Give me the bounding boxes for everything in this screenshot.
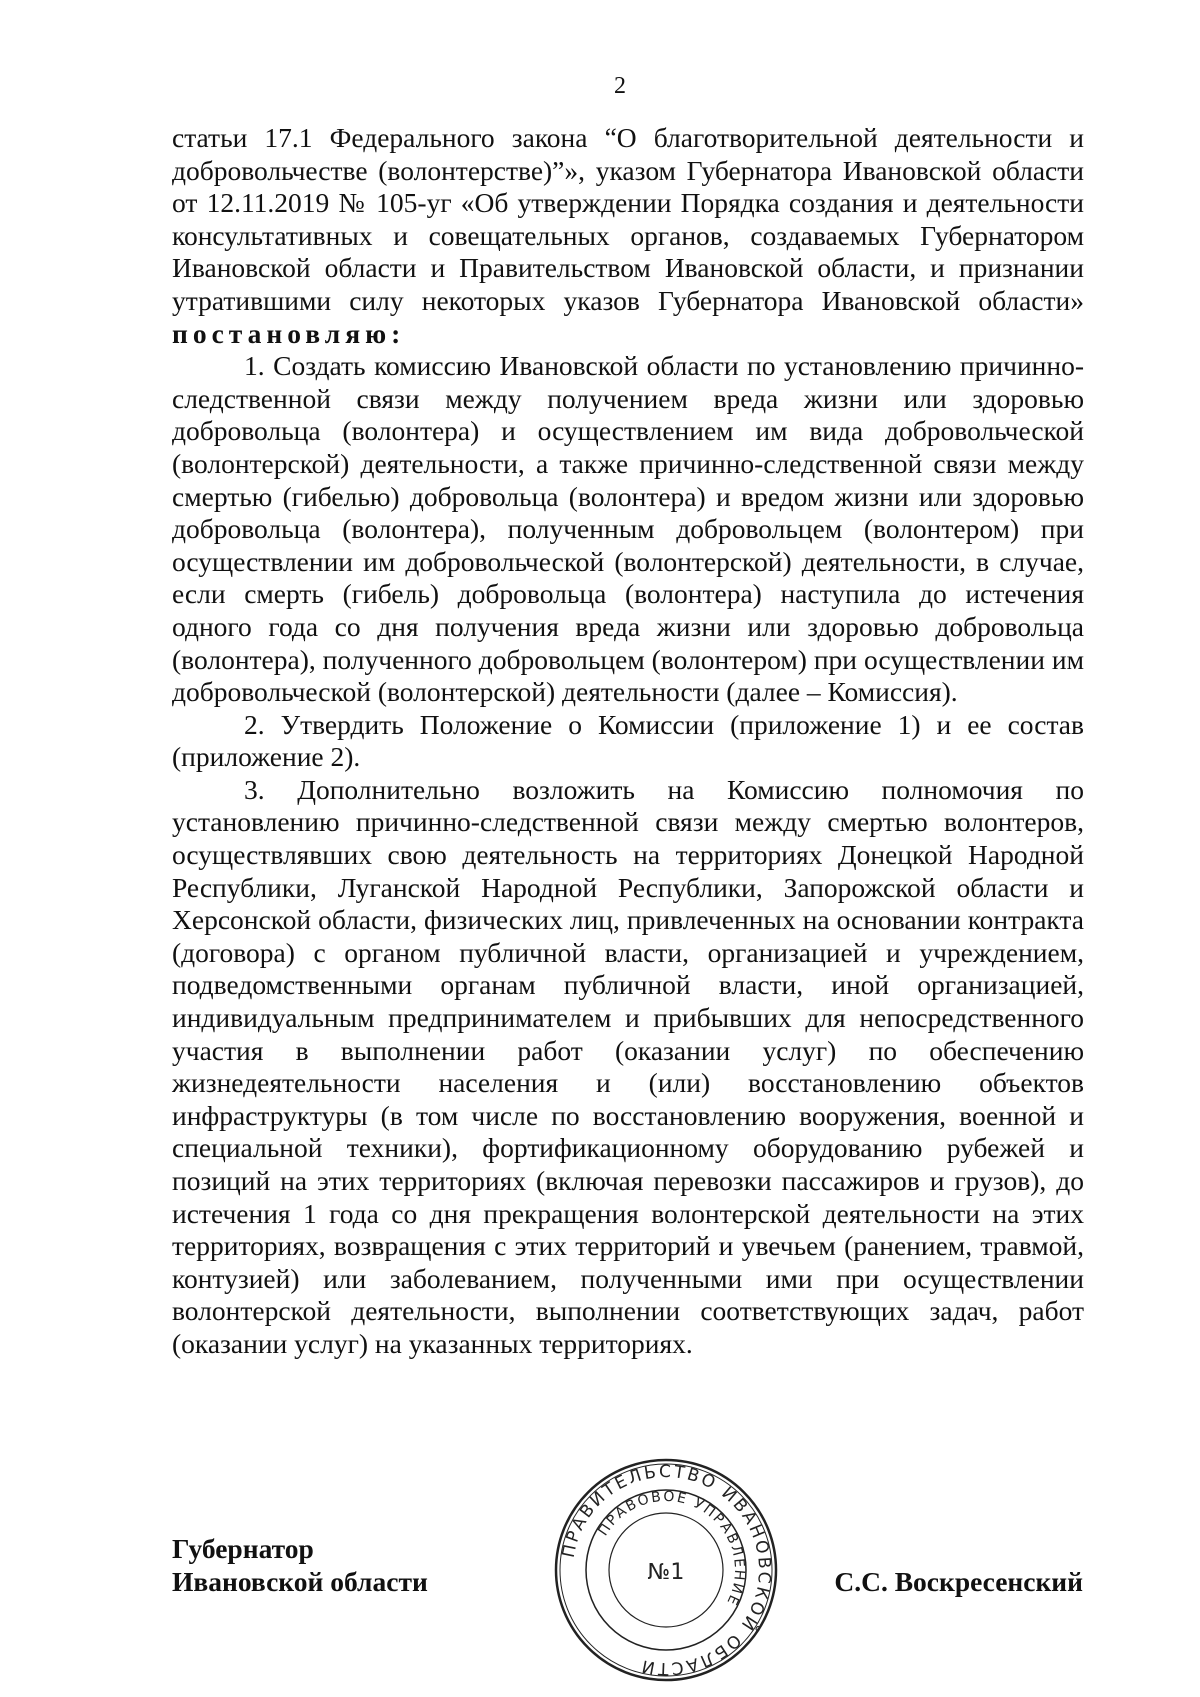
page-number: 2 bbox=[614, 73, 626, 99]
stamp-inner-text: ПРАВОВОЕ УПРАВЛЕНИЕ bbox=[595, 1488, 748, 1609]
stamp-outer-text: ПРАВИТЕЛЬСТВО ИВАНОВСКОЙ ОБЛАСТИ bbox=[558, 1461, 775, 1679]
official-stamp bbox=[553, 1457, 779, 1683]
signatory-title-line2: Ивановской области bbox=[172, 1566, 428, 1597]
document-body bbox=[172, 122, 1084, 1361]
intro-text: статьи 17.1 Федерального закона “О благотворительной деятельности и добровольчестве (волонтерстве)”», указом Губернатора Ивановской области от 12.11.2019 № 105-уг «Об утверждении Порядка создания и деятельности консультативных и совещательных органов, создаваемых Губернатором Ивановской области и Правительством Ивановской области, и признании утратившими силу некоторых указов Губернатора Ивановской области» bbox=[172, 122, 1084, 316]
resolution-item-1: 1. Создать комиссию Ивановской области по установлению причинно-следственной связи между получением вреда жизни или здоровью добровольца (волонтера) и осуществлением им вида добровольческой (волонтерской) деятельности, а также причинно-следственной связи между смертью (гибелью) добровольца (волонтера) и вредом жизни или здоровью добровольца (волонтера), полученным добровольцем (волонтером) при осуществлении им добровольческой (волонтерской) деятельности, в случае, если смерть (гибель) добровольца (волонтера) наступила до истечения одного года со дня получения вреда жизни или здоровью добровольца (волонтера), полученного добровольцем (волонтером) при осуществлении им добровольческой (волонтерской) деятельности (далее – Комиссия). bbox=[172, 350, 1084, 708]
intro-paragraph bbox=[172, 122, 1084, 350]
signatory-name: С.С. Воскресенский bbox=[834, 1566, 1083, 1597]
resolution-item-2: 2. Утвердить Положение о Комиссии (приложение 1) и ее состав (приложение 2). bbox=[172, 708, 1084, 773]
resolution-item-3: 3. Дополнительно возложить на Комиссию полномочия по установлению причинно-следственной связи между смертью волонтеров, осуществлявших свою деятельность на территориях Донецкой Народной Республики, Луганской Народной Республики, Запорожской области и Херсонской области, физических лиц, привлеченных на основании контракта (договора) с органом публичной власти, организацией и учреждением, подведомственными органам публичной власти, иной организацией, индивидуальным предпринимателем и прибывших для непосредственного участия в выполнении работ (оказании услуг) по обеспечению жизнедеятельности населения и (или) восстановлению объектов инфраструктуры (в том числе по восстановлению вооружения, военной и специальной техники), фортификационному оборудованию рубежей и позиций на этих территориях (включая перевозки пассажиров и грузов), до истечения 1 года со дня прекращения волонтерской деятельности на этих территориях, возвращения с этих территорий и увечьем (ранением, травмой, контузией) или заболеванием, полученными ими при осуществлении волонтерской деятельности, выполнении соответствующих задач, работ (оказании услуг) на указанных территориях. bbox=[172, 773, 1084, 1359]
signatory-title-line1: Губернатор bbox=[172, 1533, 314, 1564]
signatory-title bbox=[172, 1532, 428, 1598]
stamp-center-text: №1 bbox=[647, 1560, 685, 1585]
resolve-word: постановляю: bbox=[172, 317, 406, 349]
